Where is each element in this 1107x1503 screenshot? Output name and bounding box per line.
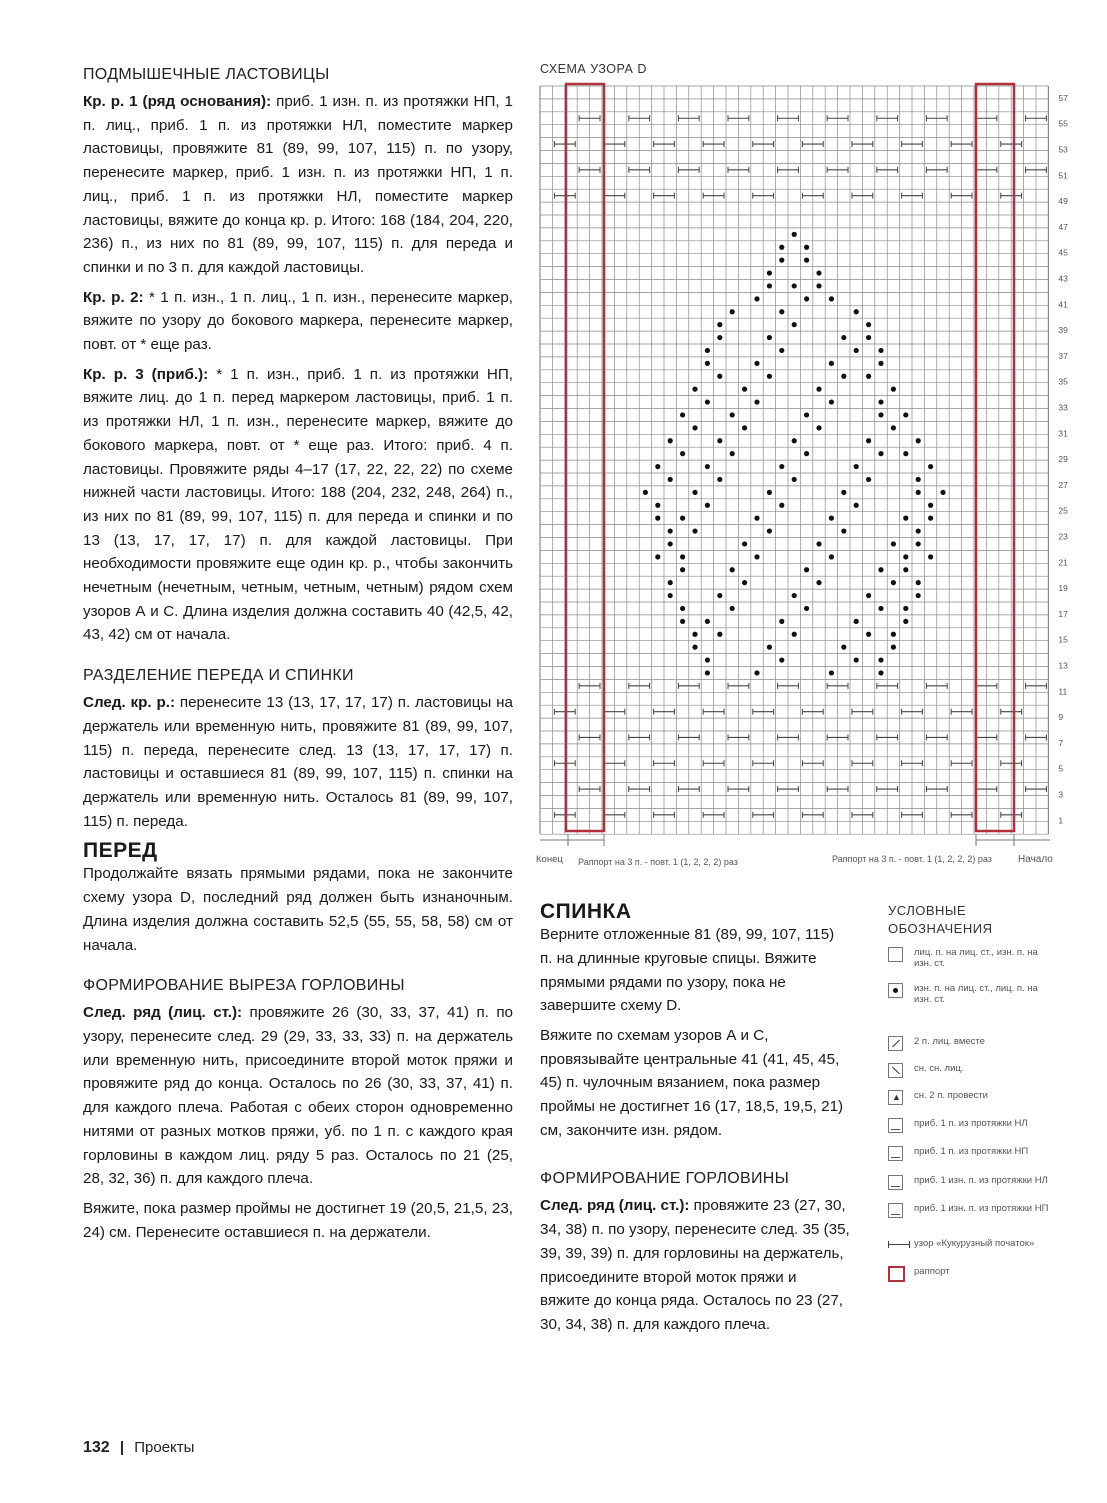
purl-dot (854, 503, 859, 508)
purl-dot (903, 606, 908, 611)
purl-dot (891, 387, 896, 392)
purl-dot (692, 528, 697, 533)
purl-dot (680, 412, 685, 417)
purl-dot (730, 567, 735, 572)
row-text: * 1 п. изн., 1 п. лиц., 1 п. изн., перенесите маркер, вяжите по узору до бокового маркера, перенесите маркер, повт. от * еще раз. (83, 288, 513, 354)
left-column (83, 66, 513, 1250)
mr-square-icon (888, 1146, 903, 1161)
purl-dot (680, 619, 685, 624)
purl-dot (891, 580, 896, 585)
purl-dot (767, 270, 772, 275)
mlp-square-icon (888, 1175, 903, 1190)
purl-dot (903, 554, 908, 559)
purl-dot (928, 464, 933, 469)
purl-dot (692, 425, 697, 430)
purl-dot (779, 245, 784, 250)
purl-dot (916, 580, 921, 585)
end-label: Конец (536, 854, 563, 865)
purl-dot (916, 477, 921, 482)
purl-dot (854, 464, 859, 469)
purl-dot (717, 438, 722, 443)
row-label: След. ряд (лиц. ст.): (83, 1004, 243, 1022)
purl-dot (717, 374, 722, 379)
row-label: 25 (1058, 505, 1068, 516)
row-label: 23 (1058, 531, 1068, 542)
purl-dot (816, 387, 821, 392)
purl-dot (804, 245, 809, 250)
row-label: 39 (1058, 325, 1068, 336)
purl-dot (829, 670, 834, 675)
legend-label: приб. 1 п. из протяжки НЛ (914, 1118, 1028, 1129)
footer-divider: | (119, 1439, 125, 1456)
purl-dot (878, 399, 883, 404)
purl-dot (792, 632, 797, 637)
gussets-row3 (83, 363, 513, 647)
purl-dot (792, 438, 797, 443)
ssk-square-icon (888, 1063, 903, 1078)
purl-dot (655, 503, 660, 508)
purl-dot (754, 670, 759, 675)
purl-dot (655, 516, 660, 521)
purl-dot (754, 361, 759, 366)
row-label: 45 (1058, 247, 1068, 258)
legend-label: раппорт (914, 1266, 950, 1277)
row-text: провяжите 23 (27, 30, 34, 38) п. по узору, перенесите след. 35 (35, 39, 39, 39) п. для горловины на держатель, присоедините второй моток пряжи и вяжите до конца ряда. Осталось по 23 (27, 30, 34, 38) п. для каждого плеча. (540, 1197, 850, 1333)
purl-dot (866, 322, 871, 327)
purl-dot (668, 438, 673, 443)
row-label: Кр. р. 3 (приб.): (83, 365, 209, 383)
purl-dot (804, 451, 809, 456)
row-label: 35 (1058, 376, 1068, 387)
purl-dot (841, 490, 846, 495)
legend-label: узор «Кукурузный початок» (914, 1238, 1035, 1249)
purl-dot (903, 451, 908, 456)
row-label: 31 (1058, 428, 1068, 439)
divide-heading: РАЗДЕЛЕНИЕ ПЕРЕДА И СПИНКИ (83, 667, 354, 685)
purl-dot (730, 412, 735, 417)
repeat-label-left: Раппорт на 3 п. - повт. 1 (1, 2, 2, 2) раз (578, 857, 738, 867)
neckline-paragraph-2: Вяжите, пока размер проймы не достигнет 19 (20,5, 21,5, 23, 24) см. Перенесите оставшиеся п. на держатели. (83, 1199, 513, 1241)
row-label: 49 (1058, 196, 1068, 207)
purl-dot (680, 554, 685, 559)
purl-dot (792, 232, 797, 237)
legend-label: сн. 2 п. провести (914, 1090, 988, 1101)
legend-label: лиц. п. на лиц. ст., изн. п. на изн. ст. (914, 947, 1038, 969)
purl-dot (717, 322, 722, 327)
purl-dot (878, 348, 883, 353)
purl-dot (717, 593, 722, 598)
red-square-icon (888, 1266, 905, 1282)
purl-dot (866, 632, 871, 637)
back-neck-paragraph (540, 1194, 850, 1336)
front-paragraph: Продолжайте вязать прямыми рядами, пока не закончите схему узора D, последний ряд должен быть изнаночным. Длина изделия должна составить 52,5 (55, 55, 58, 58) см от начала. (83, 865, 513, 954)
purl-dot (705, 503, 710, 508)
purl-dot (829, 296, 834, 301)
row-label: 17 (1058, 608, 1068, 619)
purl-dot (878, 657, 883, 662)
row-label: 37 (1058, 350, 1068, 361)
purl-dot (705, 657, 710, 662)
row-label: 55 (1058, 118, 1068, 129)
row-label: 21 (1058, 557, 1068, 568)
row-label: 41 (1058, 299, 1068, 310)
purl-dot (928, 554, 933, 559)
legend-label: изн. п. на лиц. ст., лиц. п. на изн. ст. (914, 983, 1038, 1005)
row-label: 53 (1058, 144, 1068, 155)
row-text: перенесите 13 (13, 17, 17, 17) п. ластовицы на держатель или временную нить, провяжите 81 (89, 99, 107, 115) п. переда, перенесите след. 13 (13, 17, 17, 17) п. ластовицы и оставшиеся 81 (89, 99, 107, 115) п. спинки на держатель или временную нить. Осталось 81 (89, 99, 107, 115) п. переда. (83, 694, 513, 830)
purl-dot (668, 477, 673, 482)
purl-dot (829, 361, 834, 366)
purl-dot (779, 348, 784, 353)
purl-dot (742, 387, 747, 392)
purl-dot (854, 309, 859, 314)
row-text: * 1 п. изн., приб. 1 п. из протяжки НП, вяжите лиц. до 1 п. перед маркером ластовицы, приб. 1 п. из протяжки НЛ, 1 п. изн., перенесите маркер, вяжите до бокового маркера, повт. от * еще раз. Итого: приб. 4 п. ластовицы. Провяжите ряды 4–17 (17, 22, 22, 22) по схеме нижней части ластовицы. Итого: 188 (204, 232, 248, 264) п., из них по 81 (89, 99, 107, 115) п. для переда и спинки и по 13 (13, 17, 17, 17) п. для каждой ластовицы. При необходимости провяжите еще один кр. р., чтобы закончить нечетным (нечетным, четным, четным, четным) рядом схем узоров А и С. Длина изделия должна составить 40 (42,5, 42, 43, 42) см от начала. (83, 365, 513, 644)
repeat-label-right: Раппорт на 3 п. - повт. 1 (1, 2, 2, 2) раз (832, 854, 992, 864)
legend-label: приб. 1 изн. п. из протяжки НП (914, 1203, 1049, 1214)
right-column (540, 900, 850, 1343)
purl-dot (779, 464, 784, 469)
purl-dot (816, 580, 821, 585)
purl-dot (692, 387, 697, 392)
purl-dot (804, 606, 809, 611)
neckline-heading: ФОРМИРОВАНИЕ ВЫРЕЗА ГОРЛОВИНЫ (83, 977, 405, 995)
purl-dot (829, 399, 834, 404)
purl-dot (916, 438, 921, 443)
purl-dot (655, 554, 660, 559)
purl-dot (891, 425, 896, 430)
purl-dot (730, 309, 735, 314)
purl-dot (792, 322, 797, 327)
gussets-row2 (83, 286, 513, 357)
page-number: 132 (83, 1439, 110, 1456)
purl-dot (829, 516, 834, 521)
row-label: След. ряд (лиц. ст.): (540, 1197, 690, 1215)
purl-dot (779, 657, 784, 662)
purl-dot (680, 516, 685, 521)
purl-dot (891, 632, 896, 637)
purl-dot (866, 438, 871, 443)
purl-dot (854, 348, 859, 353)
purl-dot (866, 335, 871, 340)
row-label: 11 (1058, 686, 1068, 697)
purl-dot (742, 580, 747, 585)
row-label: 27 (1058, 479, 1068, 490)
purl-dot (916, 490, 921, 495)
row-label: 7 (1058, 737, 1064, 748)
purl-dot (878, 567, 883, 572)
back-paragraph-1: Верните отложенные 81 (89, 99, 107, 115) п. на длинные круговые спицы. Вяжите прямыми рядами по узору, пока не завершите схему D. (540, 926, 835, 1015)
purl-dot (742, 541, 747, 546)
purl-dot (878, 451, 883, 456)
row-label: 3 (1058, 789, 1064, 800)
back-paragraph-2: Вяжите по схемам узоров А и С, провязывайте центральные 41 (41, 45, 45, 45) п. чулочным вязанием, пока размер проймы не достигнет 16 (17, 18,5, 19,5, 21) см, закончите изн. рядом. (540, 1026, 844, 1139)
purl-dot (792, 283, 797, 288)
purl-dot (779, 503, 784, 508)
purl-dot (680, 451, 685, 456)
purl-dot (767, 335, 772, 340)
back-neck-heading: ФОРМИРОВАНИЕ ГОРЛОВИНЫ (540, 1170, 790, 1188)
row-label: Кр. р. 2: (83, 288, 144, 306)
purl-dot (754, 399, 759, 404)
purl-dot (841, 335, 846, 340)
purl-dot (878, 670, 883, 675)
purl-dot (903, 516, 908, 521)
purl-dot (643, 490, 648, 495)
purl-dot (730, 451, 735, 456)
purl-dot (680, 567, 685, 572)
purl-dot (767, 283, 772, 288)
row-label: 9 (1058, 712, 1064, 723)
row-label: 29 (1058, 454, 1068, 465)
purl-dot (668, 541, 673, 546)
purl-dot (866, 477, 871, 482)
purl-dot (792, 593, 797, 598)
dot-square-icon (888, 983, 903, 998)
purl-dot (816, 270, 821, 275)
purl-dot (779, 309, 784, 314)
purl-dot (767, 490, 772, 495)
arrow-square-icon: ▲ (888, 1090, 903, 1105)
purl-dot (878, 606, 883, 611)
purl-dot (903, 567, 908, 572)
purl-dot (754, 296, 759, 301)
neckline-paragraph-1 (83, 1001, 513, 1191)
gussets-row1 (83, 90, 513, 280)
row-label: 57 (1058, 92, 1068, 103)
purl-dot (891, 645, 896, 650)
purl-dot (717, 632, 722, 637)
purl-dot (804, 296, 809, 301)
purl-dot (705, 399, 710, 404)
chart-dots (643, 232, 946, 676)
purl-dot (829, 554, 834, 559)
row-label: 33 (1058, 402, 1068, 413)
purl-dot (804, 567, 809, 572)
legend-title: УСЛОВНЫЕ ОБОЗНАЧЕНИЯ (888, 903, 993, 936)
purl-dot (655, 464, 660, 469)
purl-dot (916, 528, 921, 533)
divide-paragraph (83, 691, 513, 833)
purl-dot (916, 593, 921, 598)
purl-dot (854, 619, 859, 624)
gussets-heading: ПОДМЫШЕЧНЫЕ ЛАСТОВИЦЫ (83, 66, 330, 83)
purl-dot (804, 412, 809, 417)
purl-dot (742, 425, 747, 430)
row-label: 13 (1058, 660, 1068, 671)
slash-square-icon (888, 1036, 903, 1051)
purl-dot (705, 670, 710, 675)
purl-dot (916, 541, 921, 546)
purl-dot (717, 335, 722, 340)
front-heading: ПЕРЕД (83, 839, 158, 863)
mrp-square-icon (888, 1203, 903, 1218)
purl-dot (841, 645, 846, 650)
page-footer (83, 1439, 194, 1457)
row-label: 19 (1058, 583, 1068, 594)
purl-dot (705, 348, 710, 353)
purl-dot (754, 554, 759, 559)
row-label: След. кр. р.: (83, 694, 176, 712)
ml-square-icon (888, 1118, 903, 1133)
legend-label: 2 п. лиц. вместе (914, 1036, 985, 1047)
purl-dot (903, 619, 908, 624)
purl-dot (816, 283, 821, 288)
purl-dot (668, 593, 673, 598)
purl-dot (792, 477, 797, 482)
legend-label: приб. 1 п. из протяжки НП (914, 1146, 1029, 1157)
purl-dot (730, 606, 735, 611)
purl-dot (940, 490, 945, 495)
purl-dot (705, 464, 710, 469)
purl-dot (891, 541, 896, 546)
row-label: 15 (1058, 634, 1068, 645)
purl-dot (692, 645, 697, 650)
purl-dot (816, 425, 821, 430)
legend-label: приб. 1 изн. п. из протяжки НЛ (914, 1175, 1048, 1186)
purl-dot (754, 516, 759, 521)
purl-dot (866, 374, 871, 379)
purl-dot (903, 412, 908, 417)
footer-section: Проекты (134, 1439, 195, 1456)
purl-dot (866, 593, 871, 598)
row-label: 43 (1058, 273, 1068, 284)
purl-dot (878, 412, 883, 417)
purl-dot (767, 645, 772, 650)
bar-icon (888, 1238, 910, 1251)
purl-dot (680, 606, 685, 611)
purl-dot (717, 477, 722, 482)
purl-dot (767, 528, 772, 533)
purl-dot (854, 657, 859, 662)
purl-dot (705, 361, 710, 366)
purl-dot (804, 258, 809, 263)
purl-dot (692, 632, 697, 637)
start-label: Начало (1018, 854, 1053, 865)
purl-dot (668, 580, 673, 585)
row-label: 5 (1058, 763, 1064, 774)
purl-dot (816, 541, 821, 546)
row-label: 1 (1058, 815, 1064, 826)
purl-dot (841, 528, 846, 533)
empty-square-icon (888, 947, 903, 962)
back-heading: СПИНКА (540, 900, 632, 923)
purl-dot (841, 374, 846, 379)
purl-dot (928, 503, 933, 508)
purl-dot (767, 374, 772, 379)
purl-dot (668, 528, 673, 533)
purl-dot (928, 516, 933, 521)
row-text: провяжите 26 (30, 33, 37, 41) п. по узору, перенесите след. 29 (29, 33, 33, 33) п. на держатель или временную нить, присоедините второй моток пряжи и провяжите ряд до конца. Осталось по 26 (30, 33, 37, 41) п. для каждого плеча. Работая с обеих сторон одновременно нитями от разных мотков пряжи, уб. по 1 п. с каждого края горловины в каждом лиц. ряду 5 раз. Осталось по 21 (25, 28, 32, 36) п. для каждого плеча. (83, 1004, 513, 1188)
purl-dot (705, 619, 710, 624)
row-label: Кр. р. 1 (ряд основания): (83, 93, 272, 110)
purl-dot (779, 619, 784, 624)
legend-label: сн. сн. лиц. (914, 1063, 964, 1074)
purl-dot (878, 361, 883, 366)
pattern-chart (530, 78, 1070, 878)
row-label: 51 (1058, 170, 1068, 181)
chart-title: СХЕМА УЗОРА D (540, 62, 647, 76)
row-labels (1058, 93, 1068, 825)
purl-dot (692, 490, 697, 495)
row-label: 47 (1058, 221, 1068, 232)
purl-dot (779, 258, 784, 263)
row-text: приб. 1 изн. п. из протяжки НП, 1 п. лиц., приб. 1 п. из протяжки НЛ, поместите маркер ластовицы, провяжите 81 (89, 99, 107, 115) п. по узору, перенесите маркер, приб. 1 изн. п. из протяжки НП, 1 п. лиц., приб. 1 п. из протяжки НЛ, поместите маркер ластовицы, вяжите до конца кр. р. Итого: 168 (184, 204, 220, 236) п., из них по 81 (89, 99, 107, 115) п. для переда и спинки и по 3 п. для каждой ластовицы. (83, 93, 513, 276)
